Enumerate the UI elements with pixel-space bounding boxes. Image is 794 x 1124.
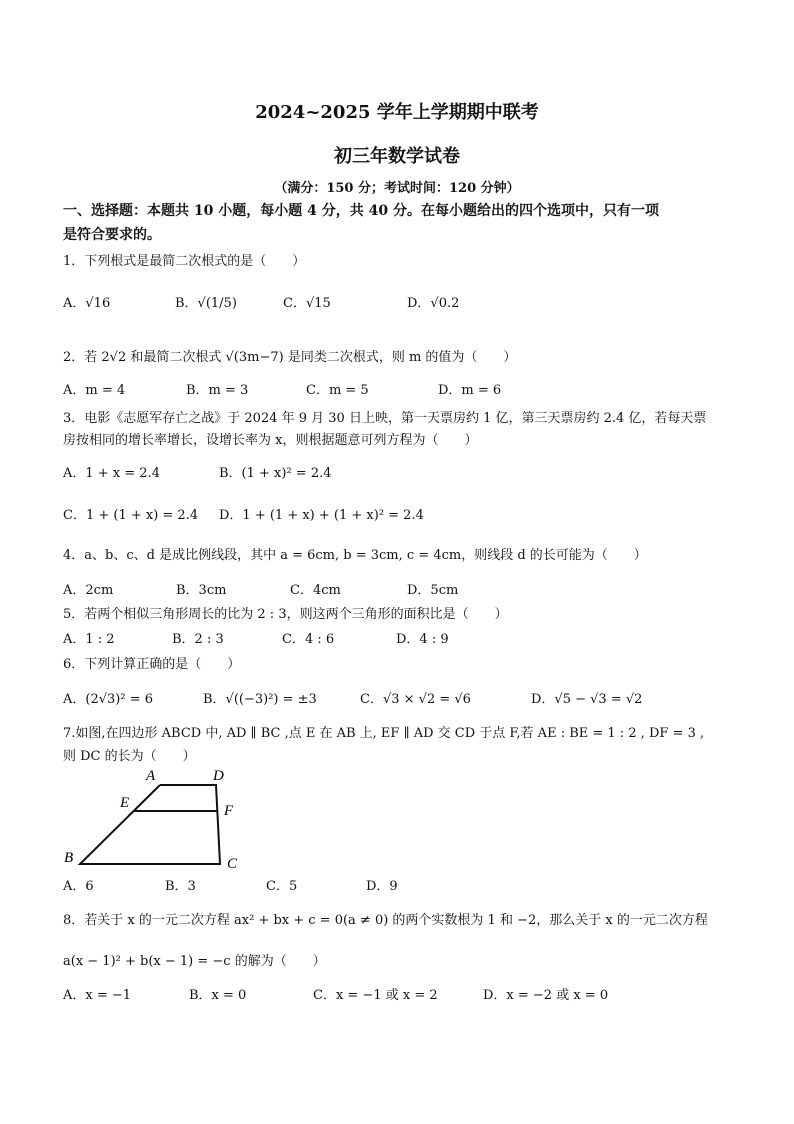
label-e: E — [120, 795, 130, 811]
q1-option-c: C．√15 — [283, 296, 331, 311]
q7-option-a: A．6 — [63, 879, 94, 894]
q1-option-a: A．√16 — [63, 296, 111, 311]
q4-option-a: A．2cm — [63, 583, 114, 598]
q2-option-d: D．m = 6 — [438, 383, 502, 398]
q2-stem: 2．若 2√2 和最简二次根式 √(3m−7) 是同类二次根式，则 m 的值为（ ） — [63, 350, 517, 365]
label-a: A — [146, 768, 156, 784]
q3-option-c: C．1 + (1 + x) = 2.4 — [63, 508, 199, 523]
label-f: F — [224, 803, 234, 819]
q7-option-c: C．5 — [266, 879, 298, 894]
q6-option-c: C．√3 × √2 = √6 — [360, 692, 471, 707]
q4-option-b: B．3cm — [176, 583, 227, 598]
q7-option-b: B．3 — [165, 879, 196, 894]
q6-option-a: A．(2√3)² = 6 — [63, 692, 153, 707]
q2-option-c: C．m = 5 — [306, 383, 369, 398]
q5-option-d: D．4 : 9 — [396, 632, 449, 647]
q4-stem: 4．a、b、c、d 是成比例线段，其中 a = 6cm, b = 3cm, c = 4cm，则线段 d 的长可能为（ ） — [63, 548, 647, 563]
exam-subtitle: 初三年数学试卷 — [334, 146, 460, 167]
score-info: （满分：150 分；考试时间：120 分钟） — [274, 181, 520, 196]
label-c: C — [227, 856, 238, 872]
q7-stem-line1: 7.如图,在四边形 ABCD 中, AD ∥ BC ,点 E 在 AB 上, EF ∥ AD 交 CD 于点 F,若 AE : BE = 1 : 2 , DF = 3 , — [63, 726, 705, 741]
q1-option-d: D．√0.2 — [407, 296, 460, 311]
q8-stem-line2: a(x − 1)² + b(x − 1) = −c 的解为（ ） — [63, 954, 326, 969]
q6-option-d: D．√5 − √3 = √2 — [531, 692, 643, 707]
q3-option-b: B．(1 + x)² = 2.4 — [219, 466, 332, 481]
q5-option-a: A．1 : 2 — [63, 632, 115, 647]
label-d: D — [213, 768, 224, 784]
q7-trapezoid-figure — [60, 764, 250, 874]
q5-option-b: B．2 : 3 — [172, 632, 224, 647]
q7-option-d: D．9 — [366, 879, 398, 894]
q5-stem: 5．若两个相似三角形周长的比为 2 : 3，则这两个三角形的面积比是（ ） — [63, 607, 508, 622]
q8-stem-line1: 8．若关于 x 的一元二次方程 ax² + bx + c = 0(a ≠ 0) 的两个实数根为 1 和 −2，那么关于 x 的一元二次方程 — [63, 913, 708, 928]
q6-option-b: B．√((−3)²) = ±3 — [203, 692, 317, 707]
q3-stem-line1: 3．电影《志愿军存亡之战》于 2024 年 9 月 30 日上映，第一天票房约 1 亿，第三天票房约 2.4 亿，若每天票 — [63, 411, 707, 426]
q1-option-b: B．√(1/5) — [175, 296, 237, 311]
q5-option-c: C．4 : 6 — [282, 632, 335, 647]
q4-option-c: C．4cm — [290, 583, 341, 598]
q3-stem-line2: 房按相同的增长率增长，设增长率为 x，则根据题意可列方程为（ ） — [63, 433, 478, 448]
section-heading-line2: 是符合要求的。 — [63, 227, 161, 243]
q7-stem-line2: 则 DC 的长为（ ） — [63, 749, 196, 764]
q8-option-a: A．x = −1 — [63, 988, 132, 1003]
q3-option-a: A．1 + x = 2.4 — [63, 466, 160, 481]
q1-stem: 1．下列根式是最简二次根式的是（ ） — [63, 254, 306, 269]
label-b: B — [64, 850, 74, 866]
trapezoid-outline — [80, 785, 220, 864]
q8-option-c: C．x = −1 或 x = 2 — [313, 988, 438, 1003]
q8-option-d: D．x = −2 或 x = 0 — [483, 988, 609, 1003]
q2-option-b: B．m = 3 — [186, 383, 249, 398]
q2-option-a: A．m = 4 — [63, 383, 126, 398]
exam-title: 2024~2025 学年上学期期中联考 — [255, 102, 539, 123]
section-heading-line1: 一、选择题：本题共 10 小题，每小题 4 分，共 40 分。在每小题给出的四个选项中，只有一项 — [63, 203, 659, 219]
q6-stem: 6．下列计算正确的是（ ） — [63, 657, 241, 672]
q3-option-d: D．1 + (1 + x) + (1 + x)² = 2.4 — [219, 508, 424, 523]
q8-option-b: B．x = 0 — [189, 988, 247, 1003]
q4-option-d: D．5cm — [407, 583, 459, 598]
